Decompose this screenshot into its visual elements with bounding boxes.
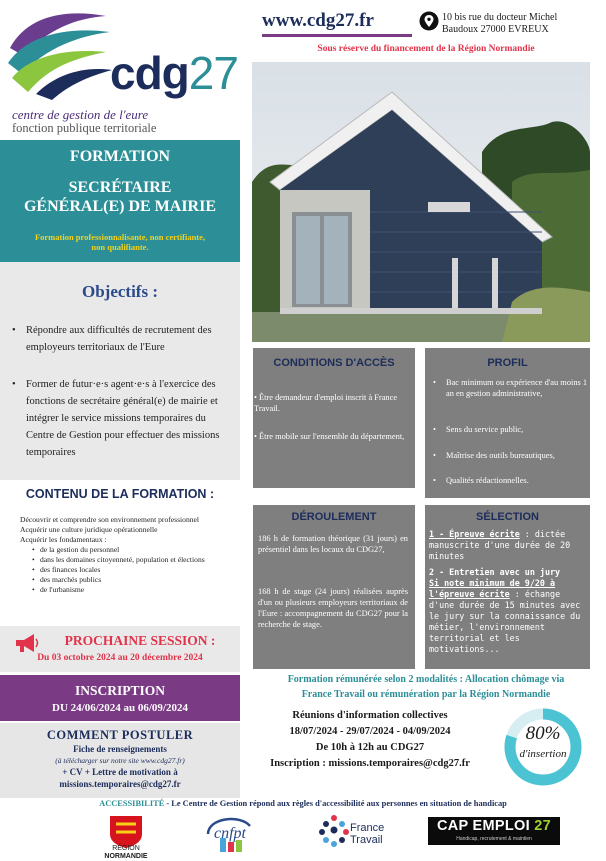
- insertion-label: d'insertion: [519, 748, 567, 760]
- profil-item: • Maîtrise des outils bureautiques,: [433, 451, 555, 460]
- session-heading: PROCHAINE SESSION :: [64, 633, 216, 648]
- reunions-dates: 18/07/2024 - 29/07/2024 - 04/09/2024: [289, 726, 451, 737]
- bullet-icon: •: [12, 379, 16, 390]
- formation-note: [10, 232, 230, 252]
- bullet-icon: •: [433, 425, 436, 434]
- bullet-icon: •: [12, 325, 16, 336]
- remuneration-line-2: France Travail ou rémunération par la Région Normandie: [301, 689, 551, 700]
- cdg27-logo-swoosh-icon: [6, 8, 116, 100]
- contenu-list-item: • des marchés publics: [32, 575, 238, 585]
- contenu-list-item: • de la gestion du personnel: [32, 545, 238, 555]
- contenu-heading: CONTENU DE LA FORMATION :: [25, 487, 215, 501]
- postuler-email-link[interactable]: missions.temporaires@cdg27.fr: [59, 779, 181, 789]
- deroulement-heading: DÉROULEMENT: [291, 511, 377, 523]
- formation-note-line-1: Formation professionnalisante, non certifiante,: [34, 232, 206, 242]
- reunions-heading: Réunions d'information collectives: [292, 710, 448, 721]
- address-line-2: Baudoux 27000 EVREUX: [442, 24, 549, 35]
- bullet-icon: •: [433, 476, 436, 485]
- bullet-icon: •: [433, 451, 436, 460]
- conditions-heading: CONDITIONS D'ACCÈS: [273, 357, 395, 369]
- megaphone-icon: [14, 632, 40, 654]
- deroulement-item: 168 h de stage (24 jours) réalisées auprès d'un ou plusieurs employeurs territoriaux de l'Eure : accompagnement du CDG27 pour la recherche de stage.: [258, 587, 408, 629]
- formation-note-line-2: non qualifiante.: [91, 242, 149, 252]
- contenu-list: [20, 515, 238, 595]
- job-title-line-1: SECRÉTAIRE: [68, 179, 172, 196]
- contenu-paragraph: Acquérir une culture juridique opérationnelle: [20, 525, 158, 534]
- insertion-gauge: [503, 707, 583, 787]
- address-line-1: 10 bis rue du docteur Michel: [442, 12, 558, 23]
- website-underline: [262, 34, 412, 37]
- reunions-email[interactable]: Inscription : missions.temporaires@cdg27.fr: [270, 758, 470, 769]
- logo-wordmark: cdg27: [110, 47, 238, 99]
- insertion-value: 80%: [525, 723, 561, 744]
- region-normandie-label: RÉGION NORMANDIE: [104, 845, 148, 860]
- accessibility-note: ACCESSIBILITÉ - Le Centre de Gestion répond aux règles d'accessibilité aux personnes en situation de handicap: [99, 799, 507, 808]
- website-link[interactable]: www.cdg27.fr: [262, 10, 374, 31]
- funding-note: Sous réserve du financement de la Région Normandie: [317, 44, 535, 54]
- inscription-dates: DU 24/06/2024 au 06/09/2024: [52, 702, 188, 714]
- profil-item: • Sens du service public,: [433, 425, 524, 434]
- bullet-icon: •: [433, 378, 436, 387]
- cnfpt-logo-text: cnfpt: [214, 825, 246, 842]
- postuler-line: + CV + Lettre de motivation à: [62, 767, 178, 777]
- profil-item: • Bac minimum ou expérience d'au moins 1 an en gestion administrative,: [433, 378, 588, 398]
- reunions-time: De 10h à 12h au CDG27: [315, 742, 425, 753]
- deroulement-item: 186 h de formation théorique (31 jours) en présentiel dans les locaux du CDG27,: [258, 534, 408, 554]
- job-title: [0, 178, 240, 216]
- cap-emploi-logo-text: CAP EMPLOI 27: [436, 818, 552, 834]
- logo-tagline-1: centre de gestion de l'eure: [12, 107, 149, 122]
- contenu-paragraph: Acquérir les fondamentaux :: [20, 535, 107, 544]
- inscription-heading: INSCRIPTION: [74, 683, 166, 698]
- objectif-item: • Répondre aux difficultés de recrutement des employeurs territoriaux de l'Eure: [12, 322, 234, 356]
- selection-step-1: 1 - Épreuve écrite : dictée manuscrite d'une durée de 20 minutes: [429, 529, 571, 561]
- contenu-list-item: • dans les domaines citoyenneté, population et élections: [32, 555, 238, 565]
- cnfpt-logo: [200, 810, 260, 858]
- france-travail-logo-text: France Travail: [350, 822, 385, 846]
- profil-item: • Qualités rédactionnelles.: [433, 476, 529, 485]
- contenu-list-item: • de l'urbanisme: [32, 585, 238, 595]
- session-dates: Du 03 octobre 2024 au 20 décembre 2024: [37, 653, 203, 663]
- conditions-item: • Être mobile sur l'ensemble du département,: [254, 432, 405, 441]
- cap-emploi-logo-subtitle: Handicap, recrutement & maintien: [456, 836, 532, 842]
- conditions-item: • Être demandeur d'emploi inscrit à France Travail.: [254, 393, 398, 413]
- building-photo: [252, 62, 590, 342]
- objectifs-heading: Objectifs :: [81, 282, 158, 301]
- contenu-list-item: • des finances locales: [32, 565, 238, 575]
- postuler-line: Fiche de renseignements: [73, 744, 167, 754]
- france-travail-logo-icon: [318, 814, 350, 848]
- postuler-heading: COMMENT POSTULER: [46, 728, 194, 742]
- selection-step-2: 2 - Entretien avec un jury Si note minimum de 9/20 à l'épreuve écrite : échange d'une durée de 15 minutes avec le jury sur la connaissance du métier, l'environnement territorial et les motivations...: [429, 567, 581, 654]
- objectif-item: • Former de futur·e·s agent·e·s à l'exercice des fonctions de secrétaire général(e) de mairie et intégrer le service missions temporaires du Centre de Gestion pour effectuer des missions temporaires: [12, 376, 234, 461]
- job-title-line-2: GÉNÉRAL(E) DE MAIRIE: [23, 198, 216, 215]
- contenu-paragraph: Découvrir et comprendre son environnement professionnel: [20, 515, 200, 524]
- remuneration-line-1: Formation rémunérée selon 2 modalités : Allocation chômage via: [287, 674, 565, 685]
- conditions-panel: [253, 348, 415, 488]
- selection-heading: SÉLECTION: [476, 511, 539, 523]
- location-pin-icon: [419, 11, 439, 35]
- logo-tagline-2: fonction publique territoriale: [12, 121, 157, 135]
- postuler-download-link[interactable]: (à télécharger sur notre site www.cdg27.fr): [55, 756, 185, 765]
- formation-heading: FORMATION: [69, 148, 171, 165]
- profil-heading: PROFIL: [487, 357, 528, 369]
